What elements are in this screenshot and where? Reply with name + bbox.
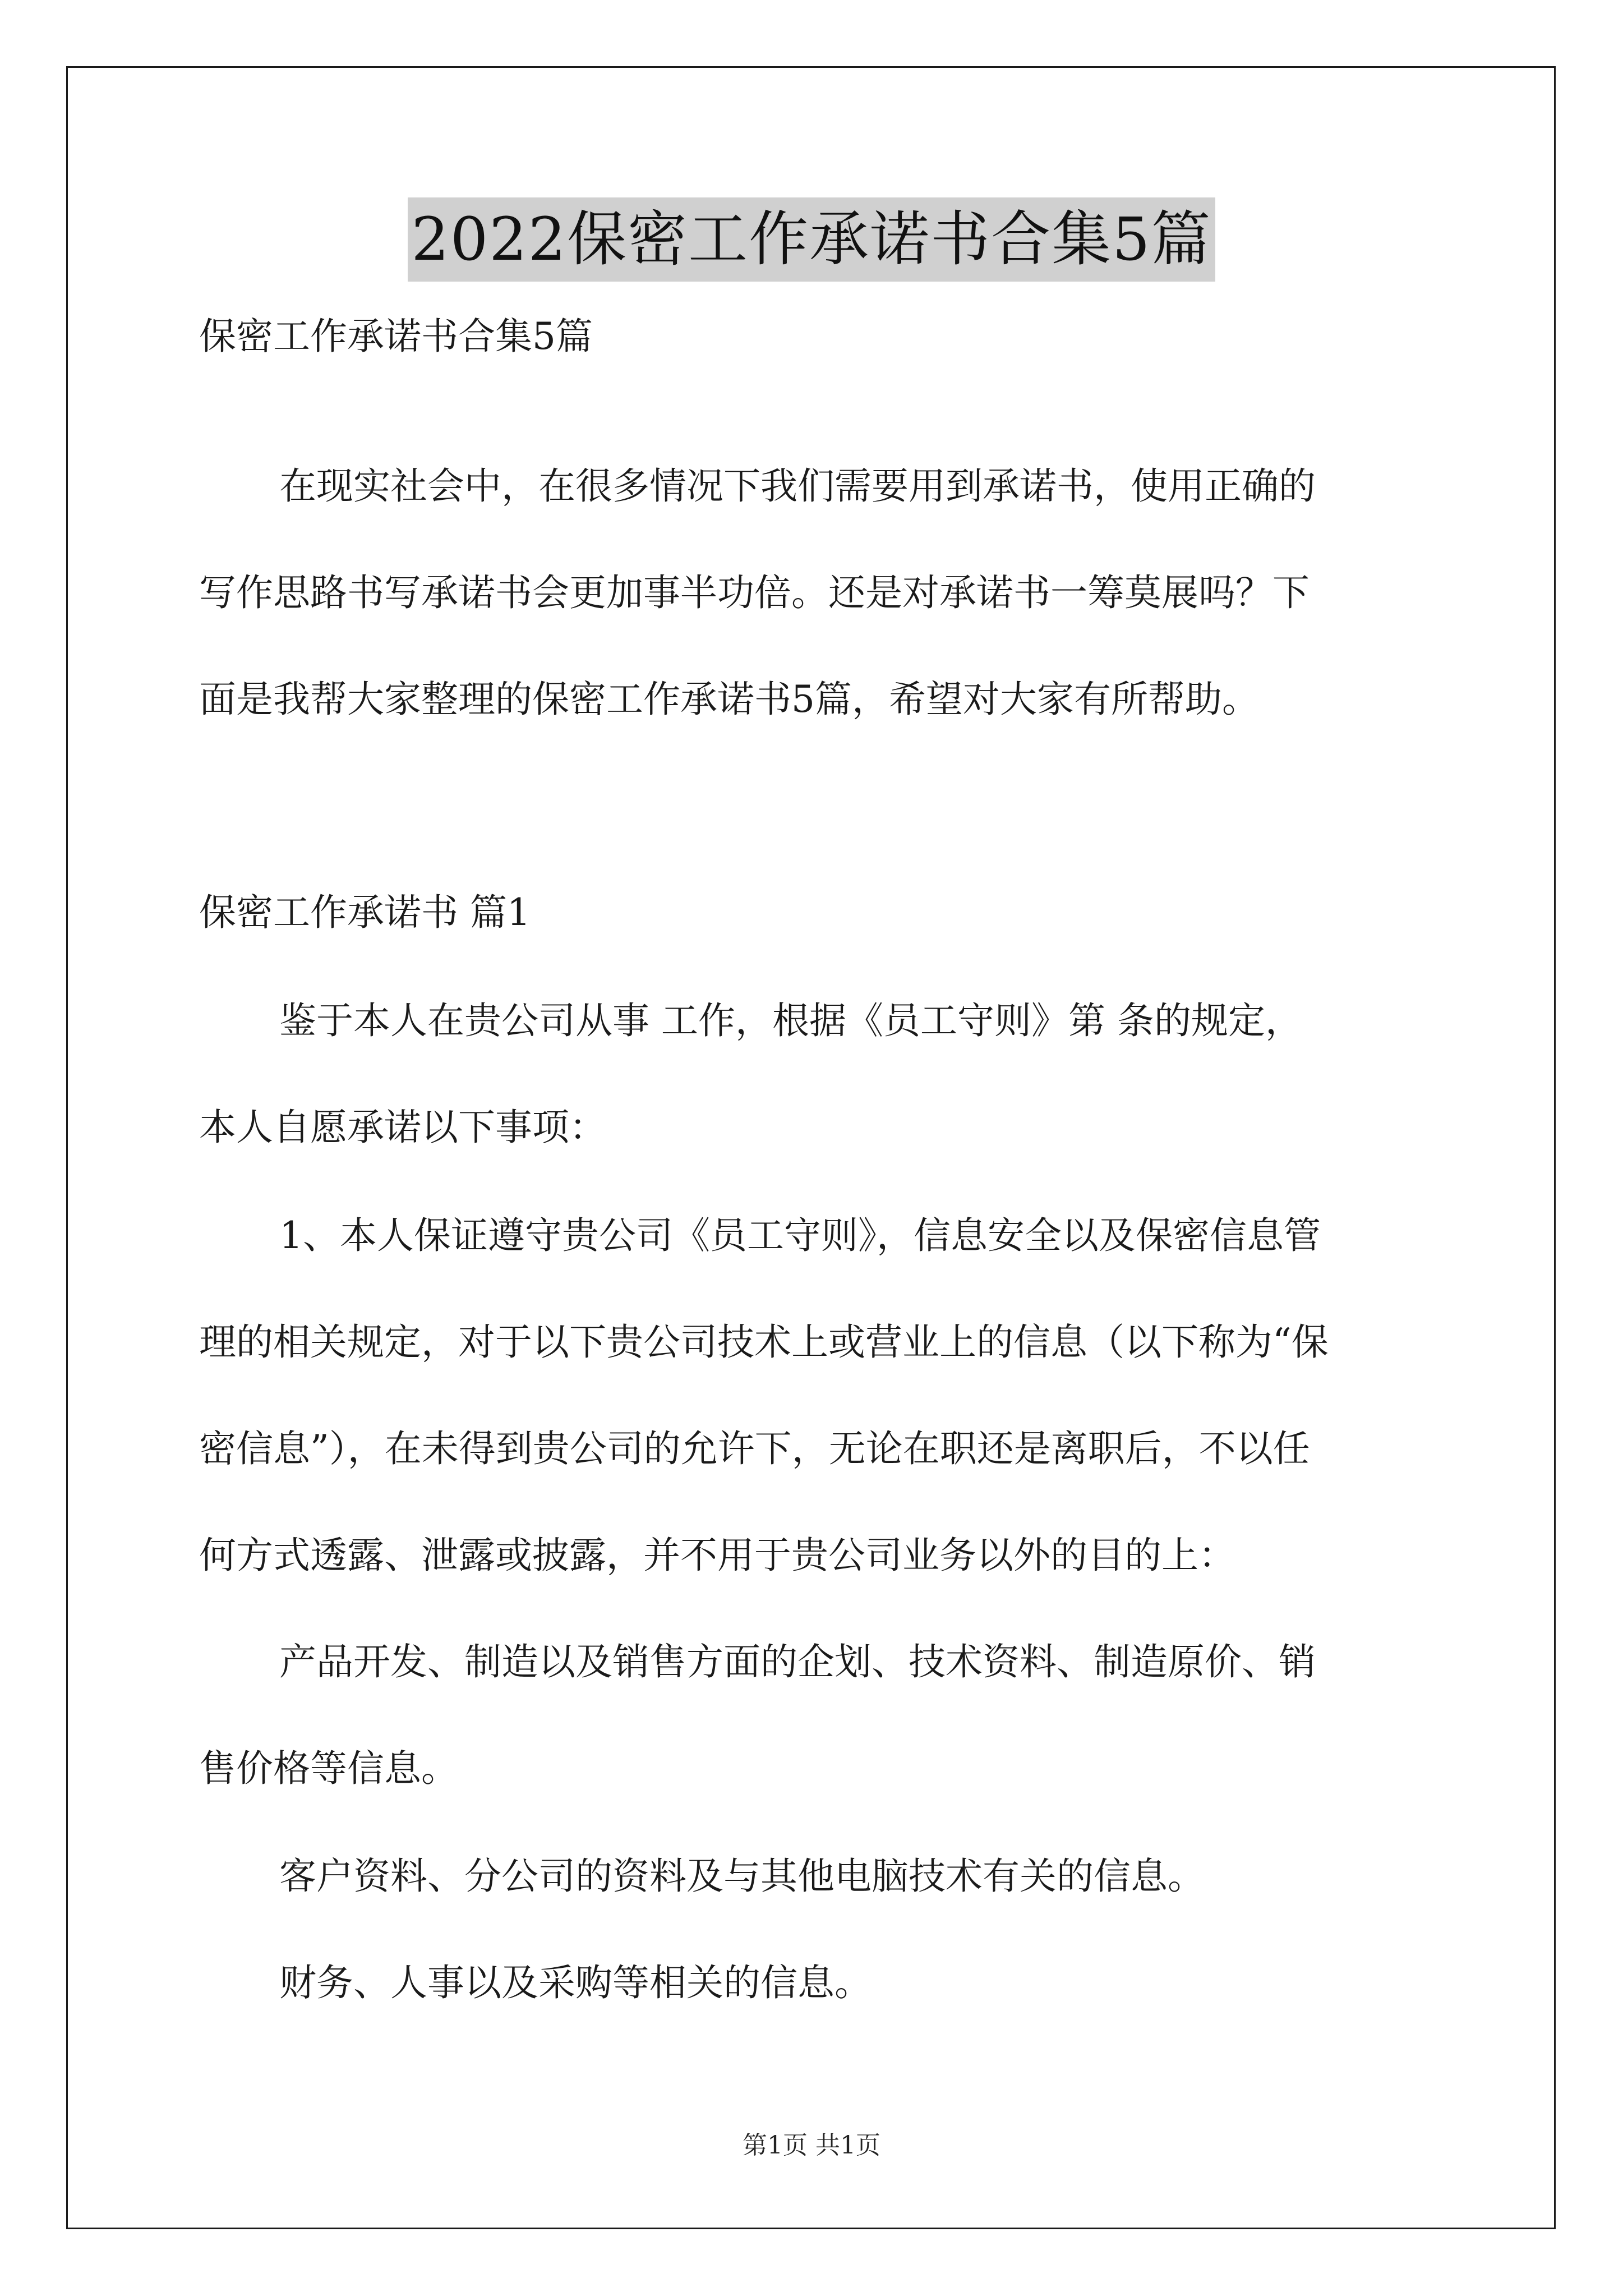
intro-paragraph-line: 在现实社会中，在很多情况下我们需要用到承诺书，使用正确的 (279, 464, 1316, 508)
body-paragraph-line: 何方式透露、泄露或披露，并不用于贵公司业务以外的目的上： (199, 1534, 1235, 1577)
body-paragraph-line: 密信息”），在未得到贵公司的允许下，无论在职还是离职后，不以任 (199, 1427, 1310, 1470)
body-paragraph-line: 产品开发、制造以及销售方面的企划、技术资料、制造原价、销 (279, 1640, 1316, 1683)
body-paragraph-line: 售价格等信息。 (199, 1747, 458, 1790)
body-paragraph-line: 本人自愿承诺以下事项： (199, 1106, 606, 1149)
body-paragraph-line: 财务、人事以及采购等相关的信息。 (279, 1961, 872, 2004)
body-paragraph-line: 鉴于本人在贵公司从事 工作，根据《员工守则》第 条的规定， (279, 999, 1302, 1042)
section-heading: 保密工作承诺书 篇1 (199, 891, 531, 934)
title-container (0, 197, 1623, 282)
intro-paragraph-line: 面是我帮大家整理的保密工作承诺书5篇，希望对大家有所帮助。 (199, 678, 1259, 721)
body-paragraph-line: 客户资料、分公司的资料及与其他电脑技术有关的信息。 (279, 1855, 1205, 1898)
body-paragraph-line: 1、本人保证遵守贵公司《员工守则》，信息安全以及保密信息管 (279, 1214, 1321, 1257)
document-title: 2022保密工作承诺书合集5篇 (408, 197, 1215, 282)
page-footer: 第1页 共1页 (743, 2131, 880, 2160)
intro-paragraph-line: 写作思路书写承诺书会更加事半功倍。还是对承诺书一筹莫展吗？下 (199, 571, 1310, 614)
body-paragraph-line: 理的相关规定，对于以下贵公司技术上或营业上的信息（以下称为“保 (199, 1320, 1329, 1364)
document-subtitle: 保密工作承诺书合集5篇 (199, 315, 593, 358)
